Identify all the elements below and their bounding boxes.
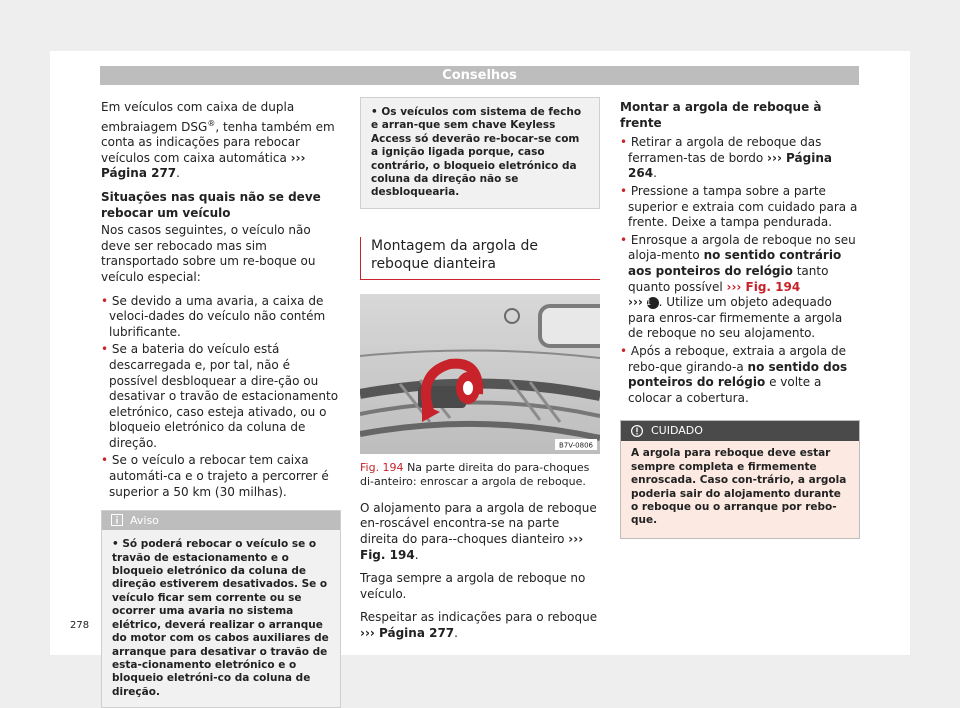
section-title: Montagem da argola de reboque dianteira: [360, 237, 600, 280]
section-heading: Situações nas quais não se deve rebocar um veículo: [101, 189, 321, 220]
note-header: [102, 511, 340, 530]
bullet-icon: •: [101, 342, 109, 357]
list-item: • Pressione a tampa sobre a parte superior e extraia com cuidado para a frente. Deixe a tampa pendurada.: [620, 183, 858, 230]
list-item: • Retirar a argola de reboque das ferramen-tas de bordo ››› Página 264.: [620, 135, 832, 181]
page-link[interactable]: ››› Página 277: [360, 626, 455, 640]
figure-label[interactable]: Fig. 194: [360, 460, 404, 474]
page-link[interactable]: ››› Página 264: [628, 150, 832, 181]
body-paragraph: Respeitar as indicações para o reboque ››› Página 277.: [360, 610, 598, 640]
section-heading: Montar a argola de reboque à frente: [620, 100, 822, 130]
body-paragraph: O alojamento para a argola de reboque en-roscável encontra-se na parte direita do para--choques dianteiro ››› Fig. 194.: [360, 500, 597, 562]
page-header: Conselhos: [100, 66, 859, 85]
bullet-icon: •: [620, 232, 628, 247]
caution-title: CUIDADO: [651, 424, 703, 438]
callout-arrow: ›››: [628, 295, 643, 310]
info-icon: [111, 514, 123, 526]
column-middle: [360, 97, 600, 650]
note-box-continued: [360, 97, 600, 209]
figure-caption: Fig. 194 Na parte direita do para-choques di-anteiro: enroscar a argola de reboque.: [360, 460, 590, 488]
figure-code: B7V-0806: [559, 441, 593, 450]
list-item: • Se a bateria do veículo está descarregada e, por tal, não é possível desbloquear a dire-ção ou desativar o travão de estacionamento eletrónico, caso esteja ativado, ou o bloqueio eletrónico da coluna de direção.: [101, 342, 339, 450]
warning-circle-icon: [631, 425, 643, 437]
bullet-icon: •: [101, 453, 109, 468]
bullet-icon: •: [620, 135, 628, 150]
list-item: • Enrosque a argola de reboque no seu aloja-mento no sentido contrário aos ponteiros do relógio tanto quanto possível ››› Fig. 194 ››› 1 . Utilize um objeto adequado para enros-car firmemente a argola de reboque no seu alojamento.: [620, 232, 856, 341]
intro-text-a: Em veículos com caixa de dupla embraiagem DSG: [101, 100, 295, 134]
figure-tow-eye: [360, 294, 600, 454]
column-right: [620, 100, 860, 539]
body-paragraph: Traga sempre a argola de reboque no veículo.: [360, 571, 586, 601]
caution-header: [621, 421, 859, 441]
list-item: • Se devido a uma avaria, a caixa de veloci-dades do veículo não contém lubrificante.: [101, 293, 326, 339]
intro-text-b: , tenha também em conta as indicações para rebocar veículos com caixa automática: [101, 119, 335, 165]
note-body: • Os veículos com sistema de fecho e arran-que sem chave Keyless Access só deverão re-bocar-se com a ignição ligada porque, caso contrário, o bloqueio eletrónico da coluna da direção não se desbloquearia.: [361, 98, 599, 208]
column-left: [101, 100, 341, 708]
list-item: • Se o veículo a rebocar tem caixa automáti-ca e o trajeto a percorrer é superior a 50 km (30 milhas).: [101, 453, 329, 499]
bumper-illustration: [360, 294, 600, 454]
body-paragraph: Nos casos seguintes, o veículo não deve ser rebocado mas sim transportado sobre um re-boque ou veículo especial:: [101, 223, 316, 284]
registered-mark: ®: [207, 118, 216, 128]
figure-link[interactable]: ››› Fig. 194: [726, 279, 801, 294]
page-link[interactable]: ››› Página 277: [101, 150, 306, 181]
list-item: • Após a reboque, extraia a argola de rebo-que girando-a no sentido dos ponteiros do relógio e volte a colocar a cobertura.: [620, 343, 848, 405]
bullet-icon: •: [620, 343, 628, 358]
figure-link[interactable]: ››› Fig. 194: [360, 532, 584, 562]
caution-box: [620, 420, 860, 538]
bullet-icon: •: [101, 293, 109, 308]
page-number: 278: [70, 620, 90, 631]
bullet-icon: •: [620, 183, 628, 198]
intro-end: .: [176, 166, 180, 181]
note-title: Aviso: [130, 514, 159, 528]
callout-number-icon: 1: [647, 297, 659, 309]
note-box: [101, 510, 341, 708]
caution-body: A argola para reboque deve estar sempre completa e firmemente enroscada. Caso con-trário, a argola poderia sair do alojamento durante o reboque ou o arranque por rebo-que.: [621, 441, 859, 537]
intro-paragraph: [101, 100, 341, 182]
note-body: • Só poderá rebocar o veículo se o travão de estacionamento e o bloqueio eletrónico da coluna de direção estiverem desativados. Se o veículo ficar sem corrente ou se ocorrer uma avaria no sistema elétrico, deverá realizar o arranque do motor com os cabos auxiliares de arranque para desativar o travão de esta-cionamento eletrónico e o bloqueio eletróni-co da coluna de direção.: [102, 530, 340, 707]
